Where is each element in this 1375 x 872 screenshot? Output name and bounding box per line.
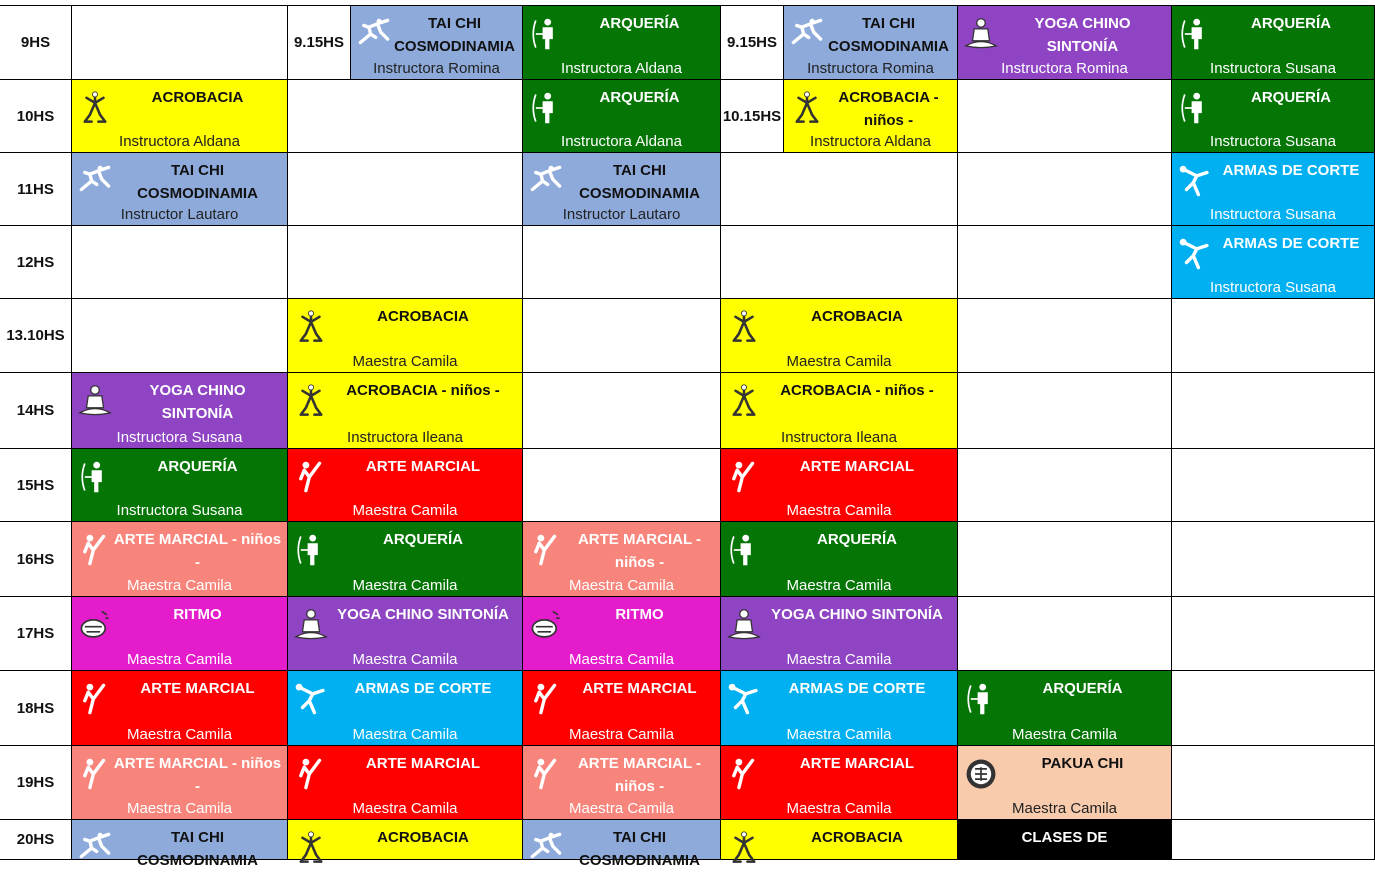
class-slot[interactable]: [523, 746, 721, 820]
sword-icon: [294, 679, 328, 719]
class-instructor: Maestra Camila: [786, 800, 892, 817]
class-instructor: Maestra Camila: [352, 502, 458, 519]
empty-slot: [523, 226, 721, 299]
acrobat-icon: [727, 307, 761, 347]
class-instructor: Maestra Camila: [786, 577, 892, 594]
yoga-icon: [294, 605, 328, 645]
class-title: ARMAS DE CORTE: [1222, 235, 1360, 252]
class-instructor: Instructora Romina: [373, 60, 500, 77]
class-title: ARMAS DE CORTE: [788, 680, 926, 697]
empty-slot: [958, 449, 1172, 522]
class-title: ARTE MARCIAL: [365, 458, 481, 475]
sword-icon: [1178, 161, 1212, 201]
class-slot[interactable]: [72, 671, 288, 746]
time-label: 12HS: [0, 226, 72, 299]
class-instructor: Maestra Camila: [786, 651, 892, 668]
kick-icon: [78, 530, 112, 570]
empty-slot: [1172, 820, 1375, 860]
class-title: ARTE MARCIAL: [140, 680, 255, 697]
class-title: ACROBACIA: [151, 89, 244, 106]
kick-icon: [727, 457, 761, 497]
taichi-icon: [790, 14, 824, 54]
class-slot[interactable]: [523, 153, 721, 226]
empty-slot: [1172, 299, 1375, 373]
kick-icon: [727, 754, 761, 794]
class-instructor: Maestra Camila: [786, 726, 892, 743]
class-slot[interactable]: [1172, 80, 1375, 153]
class-instructor: Instructora Susana: [116, 502, 243, 519]
empty-slot: [958, 299, 1172, 373]
empty-slot: [1172, 671, 1375, 746]
class-title: ARMAS DE CORTE: [1222, 162, 1360, 179]
class-title: TAI CHI COSMODINAMIA: [137, 829, 258, 869]
class-slot[interactable]: [288, 746, 523, 820]
class-instructor: Instructora Aldana: [561, 60, 682, 77]
class-instructor: Maestra Camila: [568, 726, 675, 743]
class-slot[interactable]: [72, 597, 288, 671]
class-instructor: Maestra Camila: [126, 726, 233, 743]
class-instructor: Instructora Aldana: [561, 133, 682, 150]
class-instructor: Maestra Camila: [352, 800, 458, 817]
class-instructor: Instructor Lautaro: [120, 206, 239, 223]
class-slot[interactable]: [72, 820, 288, 869]
class-slot[interactable]: [523, 671, 721, 746]
class-instructor: Instructora Ileana: [347, 429, 463, 446]
class-title: RITMO: [173, 606, 222, 623]
class-instructor: Maestra Camila: [568, 651, 675, 668]
archer-icon: [294, 530, 328, 570]
class-slot[interactable]: [72, 522, 288, 597]
empty-slot: [288, 80, 523, 153]
class-title: ARTE MARCIAL - niños -: [577, 755, 702, 795]
class-title: YOGA CHINO SINTONÍA: [1034, 15, 1131, 55]
class-title: ACROBACIA: [811, 308, 903, 325]
kick-icon: [529, 530, 563, 570]
empty-slot: [523, 373, 721, 449]
time-label: 11HS: [0, 153, 72, 226]
class-slot[interactable]: [721, 671, 958, 746]
class-slot[interactable]: [721, 299, 958, 373]
taichi-icon: [529, 828, 563, 868]
kick-icon: [78, 754, 112, 794]
class-title: ARTE MARCIAL: [582, 680, 697, 697]
class-slot[interactable]: [1172, 6, 1375, 80]
kick-icon: [294, 457, 328, 497]
class-slot[interactable]: [288, 299, 523, 373]
class-instructor: Instructora Susana: [1210, 279, 1336, 296]
empty-slot: [523, 299, 721, 373]
class-slot[interactable]: [72, 449, 288, 522]
class-slot[interactable]: [288, 597, 523, 671]
time-label: 20HS: [0, 820, 72, 860]
slot-start-time: 9.15HS: [288, 6, 351, 80]
class-title: ACROBACIA: [811, 829, 903, 846]
time-label: 9HS: [0, 6, 72, 80]
empty-slot: [523, 449, 721, 522]
class-title: ARTE MARCIAL: [365, 755, 481, 772]
class-instructor: Instructora Romina: [807, 60, 934, 77]
empty-slot: [958, 226, 1172, 299]
drum-icon: [78, 605, 112, 645]
empty-slot: [72, 6, 288, 80]
class-slot[interactable]: [721, 597, 958, 671]
class-slot[interactable]: [721, 522, 958, 597]
class-title: YOGA CHINO SINTONÍA: [771, 606, 943, 623]
class-title: YOGA CHINO SINTONÍA: [149, 382, 246, 422]
slot-start-time: 10.15HS: [721, 80, 784, 153]
class-instructor: Maestra Camila: [352, 577, 458, 594]
yoga-icon: [964, 14, 998, 54]
class-instructor: Instructora Ileana: [781, 429, 897, 446]
class-instructor: Maestra Camila: [568, 577, 675, 594]
class-slot[interactable]: [721, 746, 958, 820]
kick-icon: [529, 754, 563, 794]
class-title: ARTE MARCIAL - niños -: [577, 531, 702, 571]
empty-slot: [958, 373, 1172, 449]
acrobat-icon: [294, 381, 328, 421]
class-title: ARQUERÍA: [599, 89, 680, 106]
class-title: ARQUERÍA: [1250, 89, 1331, 106]
class-slot[interactable]: [784, 6, 958, 80]
class-slot[interactable]: [288, 522, 523, 597]
class-title: CLASES DE: [1021, 829, 1108, 846]
class-slot[interactable]: [72, 746, 288, 820]
yoga-icon: [727, 605, 761, 645]
class-title: ACROBACIA: [377, 829, 469, 846]
time-label: 10HS: [0, 80, 72, 153]
class-title: ACROBACIA: [377, 308, 469, 325]
class-slot[interactable]: [958, 746, 1172, 820]
class-slot[interactable]: [1172, 153, 1375, 226]
archer-icon: [78, 457, 112, 497]
class-title: ARTE MARCIAL: [799, 458, 915, 475]
class-instructor: Maestra Camila: [352, 353, 458, 370]
class-slot[interactable]: [784, 80, 958, 153]
time-label: 13.10HS: [0, 299, 72, 373]
archer-icon: [1178, 14, 1212, 54]
class-title: TAI CHI COSMODINAMIA: [394, 15, 515, 55]
class-instructor: Maestra Camila: [1011, 726, 1118, 743]
class-slot[interactable]: [288, 820, 523, 860]
class-title: ACROBACIA - niños -: [838, 89, 939, 129]
class-slot[interactable]: [523, 820, 721, 869]
empty-slot: [1172, 597, 1375, 671]
class-instructor: Instructor Lautaro: [562, 206, 681, 223]
class-title: RITMO: [615, 606, 664, 623]
class-instructor: Instructora Susana: [1210, 133, 1336, 150]
class-title: ACROBACIA - niños -: [346, 382, 500, 399]
empty-slot: [72, 299, 288, 373]
acrobat-icon: [790, 88, 824, 128]
class-title: ARQUERÍA: [816, 531, 897, 548]
class-title: ACROBACIA - niños -: [780, 382, 934, 399]
class-title: ARQUERÍA: [382, 531, 463, 548]
class-title: TAI CHI COSMODINAMIA: [828, 15, 949, 55]
empty-slot: [1172, 522, 1375, 597]
class-slot[interactable]: [721, 373, 958, 449]
yoga-icon: [78, 381, 112, 421]
archer-icon: [529, 88, 563, 128]
empty-slot: [1172, 373, 1375, 449]
archer-icon: [964, 679, 998, 719]
time-label: 17HS: [0, 597, 72, 671]
class-title: PAKUA CHI: [1041, 755, 1124, 772]
class-title: ARQUERÍA: [1250, 15, 1331, 32]
class-instructor: Maestra Camila: [126, 800, 233, 817]
class-instructor: Maestra Camila: [352, 651, 458, 668]
empty-slot: [72, 226, 288, 299]
kick-icon: [529, 679, 563, 719]
class-instructor: Maestra Camila: [352, 726, 458, 743]
taichi-icon: [529, 161, 563, 201]
acrobat-icon: [727, 828, 761, 868]
class-title: ARTE MARCIAL - niños -: [113, 755, 282, 795]
class-instructor: Instructora Aldana: [119, 133, 240, 150]
time-label: 19HS: [0, 746, 72, 820]
taichi-icon: [78, 828, 112, 868]
class-slot[interactable]: [523, 522, 721, 597]
class-title: YOGA CHINO SINTONÍA: [337, 606, 509, 623]
sword-icon: [1178, 234, 1212, 274]
class-slot[interactable]: [721, 820, 958, 860]
class-instructor: Instructora Susana: [1210, 206, 1336, 223]
class-title: TAI CHI COSMODINAMIA: [137, 162, 258, 202]
empty-slot: [958, 597, 1172, 671]
empty-slot: [958, 80, 1172, 153]
class-instructor: Instructora Susana: [116, 429, 243, 446]
acrobat-icon: [294, 307, 328, 347]
taichi-icon: [78, 161, 112, 201]
pakua-icon: [964, 754, 998, 794]
sword-icon: [727, 679, 761, 719]
class-instructor: Maestra Camila: [786, 502, 892, 519]
drum-icon: [529, 605, 563, 645]
class-instructor: Instructora Aldana: [810, 133, 931, 150]
class-title: ARQUERÍA: [1042, 680, 1123, 697]
archer-icon: [1178, 88, 1212, 128]
class-slot[interactable]: [523, 6, 721, 80]
class-instructor: Maestra Camila: [1011, 800, 1118, 817]
time-label: 18HS: [0, 671, 72, 746]
class-slot[interactable]: [958, 820, 1172, 860]
class-instructor: Maestra Camila: [568, 800, 675, 817]
archer-icon: [529, 14, 563, 54]
class-slot[interactable]: [958, 6, 1172, 80]
class-title: ARTE MARCIAL - niños -: [113, 531, 282, 571]
class-slot[interactable]: [523, 80, 721, 153]
class-slot[interactable]: [958, 671, 1172, 746]
time-label: 16HS: [0, 522, 72, 597]
empty-slot: [1172, 746, 1375, 820]
empty-slot: [721, 226, 958, 299]
time-label: 15HS: [0, 449, 72, 522]
class-title: TAI CHI COSMODINAMIA: [579, 829, 700, 869]
class-title: ARMAS DE CORTE: [354, 680, 492, 697]
empty-slot: [1172, 449, 1375, 522]
class-slot[interactable]: [288, 449, 523, 522]
acrobat-icon: [78, 88, 112, 128]
archer-icon: [727, 530, 761, 570]
acrobat-icon: [727, 381, 761, 421]
class-instructor: Maestra Camila: [126, 577, 233, 594]
taichi-icon: [357, 14, 391, 54]
class-title: ARQUERÍA: [157, 458, 238, 475]
empty-slot: [721, 153, 958, 226]
class-slot[interactable]: [72, 153, 288, 226]
kick-icon: [78, 679, 112, 719]
time-label: 14HS: [0, 373, 72, 449]
class-slot[interactable]: [721, 449, 958, 522]
empty-slot: [288, 226, 523, 299]
slot-start-time: 9.15HS: [721, 6, 784, 80]
class-title: ARQUERÍA: [599, 15, 680, 32]
class-instructor: Instructora Susana: [1210, 60, 1336, 77]
class-slot[interactable]: [523, 597, 721, 671]
empty-slot: [288, 153, 523, 226]
kick-icon: [294, 754, 328, 794]
class-instructor: Maestra Camila: [126, 651, 233, 668]
class-instructor: Instructora Romina: [1001, 60, 1128, 77]
class-instructor: Maestra Camila: [786, 353, 892, 370]
empty-slot: [958, 153, 1172, 226]
class-slot[interactable]: [288, 373, 523, 449]
class-slot[interactable]: [72, 80, 288, 153]
class-title: ARTE MARCIAL: [799, 755, 915, 772]
class-title: TAI CHI COSMODINAMIA: [579, 162, 700, 202]
acrobat-icon: [294, 828, 328, 868]
class-slot[interactable]: [72, 373, 288, 449]
class-slot[interactable]: [288, 671, 523, 746]
class-slot[interactable]: [1172, 226, 1375, 299]
empty-slot: [958, 522, 1172, 597]
class-slot[interactable]: [351, 6, 523, 80]
